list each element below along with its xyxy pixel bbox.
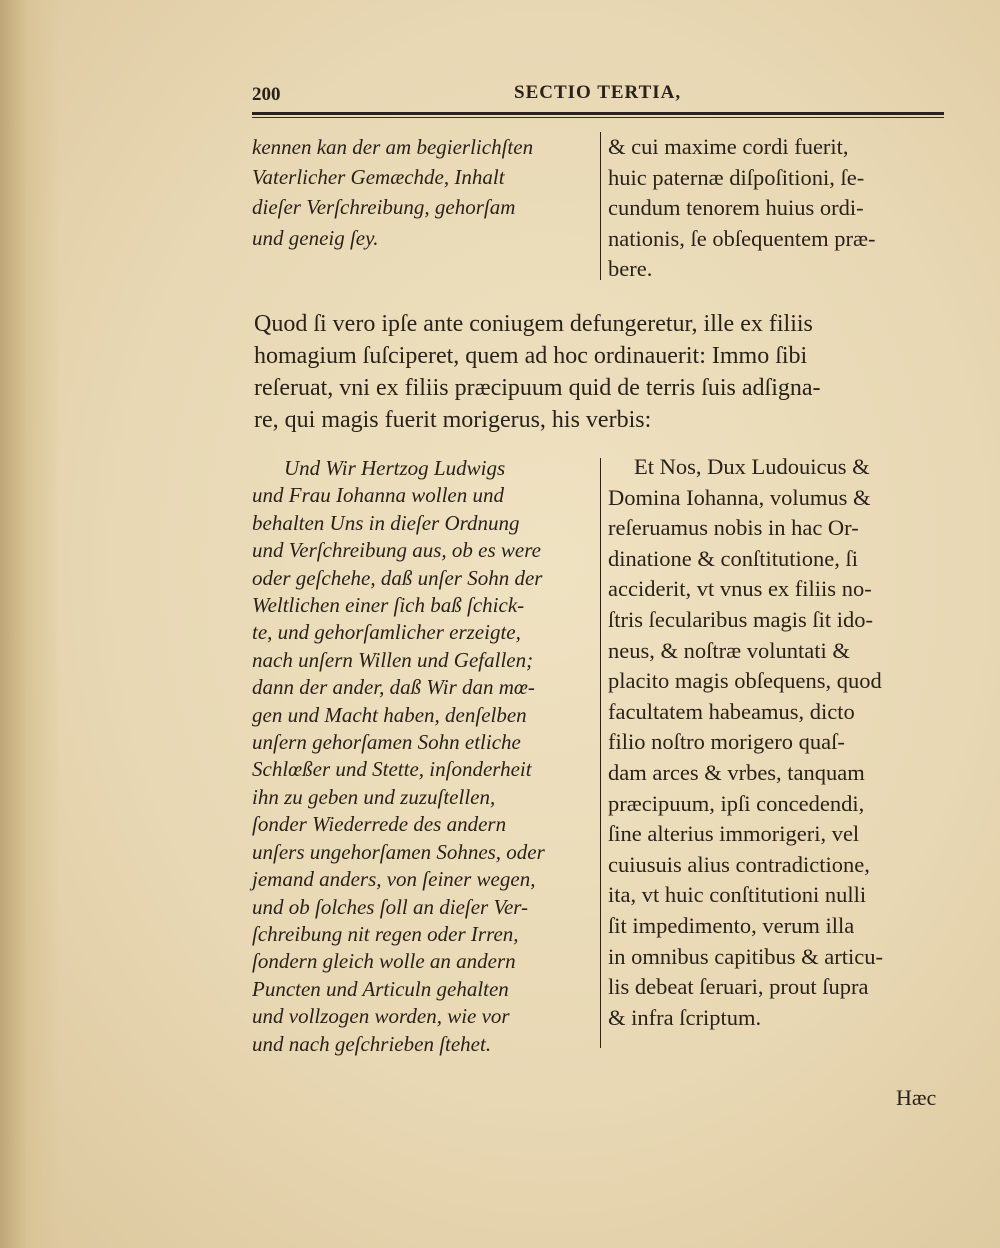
text-line: lis debeat ſeruari, prout ſupra [608,974,869,1000]
text-line: ſine alterius immorigeri, vel [608,821,860,847]
text-line: bere. [608,256,653,281]
text-line: kennen kan der am begierlichſten [252,135,534,159]
text-line: und ob ſolches ſoll an dieſer Ver- [252,894,529,919]
text-line: und Frau Iohanna wollen und [252,483,504,508]
text-line: behalten Uns in dieſer Ordnung [252,510,520,535]
text-line: re, qui magis fuerit morigerus, his verbis: [254,407,652,433]
text-line: ſondern gleich wolle an andern [252,949,516,974]
page-number: 200 [252,84,281,105]
bottom-latin-column [608,452,948,1033]
text-line: unſern gehorſamen Sohn etliche [252,730,521,755]
text-line: ſchreibung nit regen oder Irren, [252,921,519,946]
text-line: unſers ungehorſamen Sohnes, oder [252,839,545,864]
text-line: Quod ſi vero ipſe ante coniugem defungeretur, ille ex filiis [254,311,813,337]
gutter-shadow [0,0,60,1248]
text-line: und Verſchreibung aus, ob es were [252,538,541,563]
text-line: neus, & noſtræ voluntati & [608,637,850,663]
text-line: Et Nos, Dux Ludouicus & [634,454,870,479]
text-line: Schlœßer und Stette, inſonderheit [252,757,532,782]
body-paragraph [254,308,944,436]
text-line: dieſer Verſchreibung, gehorſam [252,195,516,220]
text-line: & infra ſcriptum. [608,1004,762,1030]
text-line: nach unſern Willen und Gefallen; [252,647,534,672]
text-line: reſeruamus nobis in hac Or- [608,515,859,541]
text-line: Domina Iohanna, volumus & [608,484,871,510]
column-divider [600,132,601,280]
bottom-german-column [252,455,596,1058]
text-line: ſonder Wiederrede des andern [252,812,507,837]
text-line: dinatione & conſtitutione, ſi [608,545,858,571]
text-line: ihn zu geben und zuzuſtellen, [252,784,496,809]
page-header [252,80,944,110]
text-line: und geneig ſey. [252,225,379,250]
text-line: præcipuum, ipſi concedendi, [608,790,865,816]
text-line: oder geſchehe, daß unſer Sohn der [252,565,543,590]
text-line: reſeruat, vni ex filiis præcipuum quid de terris ſuis adſigna- [254,375,821,401]
top-german-column [252,132,594,253]
text-line: placito magis obſequens, quod [608,668,882,694]
text-line: in omnibus capitibus & articu- [608,943,883,969]
text-line: gen und Macht haben, denſelben [252,702,527,727]
text-line: ſtris ſecularibus magis ſit ido- [608,606,873,632]
text-line: und nach geſchrieben ſtehet. [252,1031,492,1056]
text-line: cuiusuis alius contradictione, [608,851,870,877]
text-line: und vollzogen worden, wie vor [252,1004,510,1029]
text-line: Vaterlicher Gemæchde, Inhalt [252,165,505,190]
text-line: cundum tenorem huius ordi- [608,195,864,220]
running-title: SECTIO TERTIA, [514,82,682,103]
text-line: Und Wir Hertzog Ludwigs [284,456,506,480]
header-rule-thick [252,112,944,115]
text-line: te, und gehorſamlicher erzeigte, [252,620,521,645]
text-line: Puncten und Articuln gehalten [252,976,509,1001]
header-rule-thin [252,117,944,118]
catchword: Hæc [896,1085,937,1110]
text-line: ſit impedimento, verum illa [608,912,855,938]
text-line: filio noſtro morigero quaſ- [608,729,845,755]
text-line: & cui maxime cordi fuerit, [608,134,849,159]
text-line: acciderit, vt vnus ex filiis no- [608,576,872,602]
text-line: jemand anders, von ſeiner wegen, [252,867,536,892]
text-line: homagium ſuſciperet, quem ad hoc ordinauerit: Immo ſibi [254,343,808,369]
text-line: dam arces & vrbes, tanquam [608,759,865,785]
text-line: facultatem habeamus, dicto [608,698,855,724]
text-line: dann der ander, daß Wir dan mœ- [252,675,535,700]
column-divider [600,458,601,1048]
text-line: ita, vt huic conſtitutioni nulli [608,882,867,908]
text-line: nationis, ſe obſequentem præ- [608,225,876,251]
text-line: Weltlichen einer ſich baß ſchick- [252,593,525,618]
text-line: huic paternæ diſpoſitioni, ſe- [608,164,865,190]
top-latin-column [608,132,948,285]
